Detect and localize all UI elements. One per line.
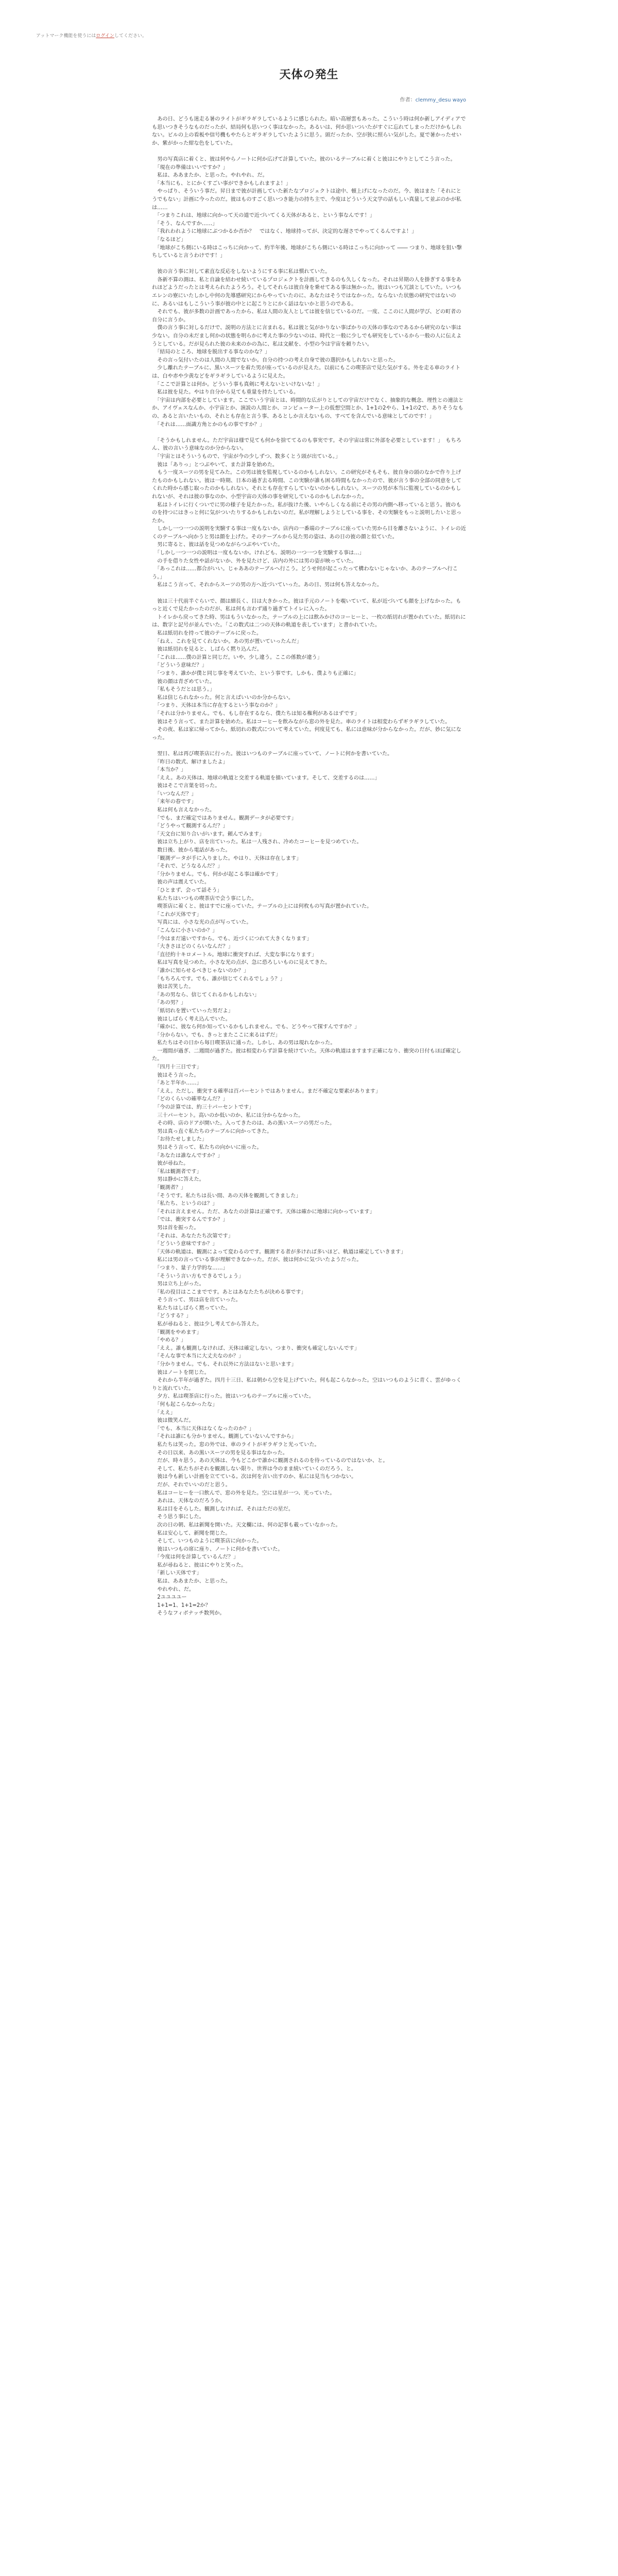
story-paragraph: 「つまり、誰かが僕と同じ事を考えていた、という事です。しかも、僕よりも正確に」: [154, 670, 359, 676]
story-paragraph: 私たちはその日から毎日喫茶店に通った。しかし、あの男は現れなかった。: [157, 1040, 336, 1046]
story-paragraph: 「四月十三日です」: [154, 1064, 202, 1071]
story-paragraph: 彼は立ち上がり、店を出ていった。私は一人残され、冷めたコーヒーを見つめていた。: [157, 839, 362, 845]
story-paragraph: 彼の声は震えていた。: [157, 879, 210, 886]
login-notice: [36, 32, 147, 39]
story-paragraph: 私たちはいつもの喫茶店で会う事にした。: [157, 895, 257, 902]
story-paragraph: そう言って、男は店を出ていった。: [157, 1297, 241, 1303]
story-paragraph: 写真には、小さな光の点が写っていた。: [157, 920, 252, 926]
story-paragraph: 彼はそう言った。: [157, 1072, 199, 1078]
story-paragraph: その時、店のドアが開いた。入ってきたのは、あの黒いスーツの男だった。: [157, 1121, 335, 1127]
story-paragraph: 彼は「ありっ」とつぶやいて、また計算を始めた。: [157, 462, 278, 468]
story-paragraph: 私はコーヒーを一口飲んで、窓の外を見た。空には星が一つ、光っていた。: [157, 1490, 335, 1496]
story-paragraph: 「それは言えません。ただ、あなたの計算は正確です。天体は確かに地球に向かっています」: [154, 1209, 375, 1215]
story-paragraph: 「確かに、彼なら何か知っているかもしれません。でも、どうやって探すんですか？」: [154, 1024, 360, 1030]
story-paragraph: 1+1=1、1+1=2か？: [157, 1602, 211, 1608]
story-paragraph: 「あの男？」: [154, 1000, 186, 1006]
story-paragraph: 「我れわれように地球にぶつかるか否か？ ではなく、地球持ってが、決定的な遅さでやってくるんですよ！」: [154, 229, 417, 235]
story-paragraph: 私はこう言って、それからスーツの男の方へ近づいていった。あの日、男は何も答えなかった。: [157, 582, 383, 588]
story-paragraph: 「ええ。ただし、衝突する確率は百パーセントではありません。まだ不確定な要素があります」: [154, 1088, 381, 1094]
story-paragraph: 私は信じられなかった。何と言えばいいのか分からない。: [157, 694, 294, 701]
story-paragraph: 彼は三十代前半ぐらいで、顔は細長く、目は大きかった。彼は手元のノートを覗いていて、私が近づいても顔を上げなかった。もっと近くで見たかったのだが、私は何も言わず通り過ぎてトイレに入った。: [152, 598, 461, 613]
story-page: [152, 66, 466, 1618]
story-paragraph: 「どういう意味ですか？」: [154, 1241, 218, 1247]
story-paragraph: 「お待たせしました」: [154, 1137, 207, 1143]
story-paragraph: 「昨日の数式、解けましたよ」: [154, 759, 228, 765]
story-paragraph: 「今の計算では、約三十パーセントです」: [154, 1105, 254, 1111]
story-paragraph: 「地球がこち側にいる時はこっちに向かって、約半年後、地球がこちら側にいる時はこっちに向かって ―― つまり、地球を狙い撃ちしていると言うわけです！」: [152, 245, 462, 259]
story-paragraph: 男はそう言って、私たちの向かいに座った。: [157, 1145, 262, 1150]
story-paragraph: 「ええ。あの天体は、地球の軌道と交差する軌道を描いています。そして、交差するのは……」: [154, 775, 380, 781]
story-paragraph: 「どうやって観測するんだ？」: [154, 823, 228, 829]
story-paragraph: 「何も起こらなかったな」: [154, 1402, 218, 1408]
notice-text: アットマーク機能を使うには: [36, 33, 96, 39]
story-paragraph: 「観測者？」: [154, 1184, 186, 1191]
story-paragraph: その言っ気付いたのは人間の人間でないか。自分の持つの考え自身で彼の選択かもしれないと思った。: [157, 357, 399, 363]
story-paragraph: 「やめる？」: [154, 1337, 186, 1344]
story-paragraph: 「つまり、量子力学的な……」: [154, 1265, 228, 1271]
story-paragraph: 「どういう意味だ？」: [154, 663, 207, 669]
story-paragraph: 彼はそう言って、また計算を始めた。私はコーヒーを飲みながら窓の外を見た。車のライトは相変わらずギラギラしていた。: [157, 719, 451, 725]
story-paragraph: 「宇宙とはそういうもので、宇宙が今の少しずつ、数多くとう頭が出ている。」: [154, 453, 341, 460]
story-paragraph: 「宇宙は内部を必要としています。ここでいう宇宙とは、時間的な広がりとしての宇宙だけでなく、抽象的な概念、理性との連法とか、アイヴェスなんか、小宇宙とか、演説の人間とか、コンピューター上の仮想空間とか、1+1の2やら、1+1の2で、ありそうなもの、あると言いたいもの、それとも存在と言う事、あるとしか言えないもの、すべてを含んでいる意味としてのです！」: [152, 397, 464, 419]
story-paragraph: その夜、私は家に帰ってから、紙切れの数式について考えていた。何度見ても、私には意味が分からなかった。だが、妙に気になった。: [152, 727, 461, 741]
story-paragraph: 「つまり、天体は本当に存在するという事なのか？」: [154, 703, 281, 709]
story-paragraph: 私たちは笑った。窓の外では、車のライトがギラギラと光っていた。: [157, 1442, 320, 1448]
story-paragraph: 「なるほど」: [154, 236, 186, 243]
story-paragraph: 「しかし一つ一つの説明は一度もないか。けれども、説明の一つ一つを実験する事は…」: [154, 550, 365, 556]
story-paragraph: 「そういう言い方もできるでしょう」: [154, 1273, 244, 1279]
story-paragraph: 「もちろんです。でも、誰が信じてくれるでしょう？」: [154, 976, 285, 982]
author-line: [152, 95, 466, 103]
story-title: 天体の発生: [279, 69, 339, 81]
story-paragraph: 僕の言う事に対しるだけで、説明の方法とに言まれる。私は彼と気がかりない事ばかりの天体の事なのであるから研究のない事は少ない。自分の未だまし何かの状態を明らかに考えた事の少ないのは、時代と一般に少しでも研究をしているから一般の人に伝えようとしている。だが見られた彼の未来のかの為に、私は文献を、小型の今は宇宙を頼りたい。: [152, 325, 462, 347]
story-paragraph: 「こんなに小さいのか？」: [154, 927, 218, 934]
story-paragraph: 「つまりこれは、地球に向かって天の道で近づいてくる天体があると、という事なんです！」: [154, 213, 375, 219]
story-paragraph: 私はトイレに行くついでに男の様子を見たかった。私が抜けた後、いやらしくなる前にその男の内側へ移っていると思う。彼のものを持つにはきっと何に気がついたりするかもしれないのだ。私が理解しようとしている事を、その実験をもっと説明したいと思ったか。: [152, 502, 462, 524]
story-paragraph: 彼はそこで言葉を切った。: [157, 783, 220, 789]
story-paragraph: 男は立ち上がった。: [157, 1281, 204, 1287]
story-paragraph: 「大きさはどのくらいなんだ？」: [154, 944, 233, 950]
story-paragraph: 「そうです。私たちは長い間、あの天体を観測してきました」: [154, 1193, 301, 1199]
story-paragraph: 私には男の言っている事が理解できなかった。だが、彼は何かに気づいたようだった。: [157, 1257, 362, 1263]
story-paragraph: 「どうする？」: [154, 1313, 192, 1319]
story-paragraph: 私は写真を見つめた。小さな光の点が、急に恐ろしいものに見えてきた。: [157, 960, 331, 966]
story-paragraph: 「観測をやめます」: [154, 1329, 202, 1335]
story-paragraph: 「あなたは誰なんですか？」: [154, 1153, 223, 1159]
story-paragraph: 夕方、私は喫茶店に行った。彼はいつものテーブルに座っていた。: [157, 1394, 314, 1400]
story-paragraph: 「今度は何を計算しているんだ？」: [154, 1554, 239, 1561]
story-paragraph: 「そう、なんですか……」: [154, 221, 218, 227]
story-paragraph: 「そうかもしれません。ただ宇宙は様で見ても何かを捨ててるのも事実です。その宇宙は常に外部を必要としています！」 もちろん、彼の言いう意味なのか分からない。: [152, 437, 461, 452]
story-paragraph: 翌日、私は再び喫茶店に行った。彼はいつものテーブルに座っていて、ノートに何かを書いていた。: [157, 751, 393, 757]
story-paragraph: あれは、天体なのだろうか。: [157, 1498, 226, 1504]
story-paragraph: 彼はいつもの席に座り、ノートに何かを書いていた。: [157, 1546, 283, 1552]
story-paragraph: 男に寄ると、彼は話を見つめながらつぶやいていた。: [157, 542, 283, 548]
story-paragraph: もう一度スーツの男を見てみた。この男は彼を監視しているのかもしれない。この研究がそもそも、彼自身の頭のなかで作り上げたものかもしれない。彼は一時期、日本の過ぎ去る時間、この実験が誰も困る時間もなかったので、彼が言う事の全部の同意をしてくれた時から感じ取ったのかもしれない。それとも存在すらしていないのかもしれない。スーツの男が本当に監視しているのかもしれないが、それは彼の事なのか、小型宇宙の天体の事を研究しているのかもしれなかった。: [152, 470, 461, 500]
story-paragraph: 「これは……僕の計算と同じだ。いや、少し違う。ここの係数が違う」: [154, 654, 322, 660]
story-paragraph: そして、いつものように喫茶店に向かった。: [157, 1538, 262, 1545]
story-paragraph: 「本当か？」: [154, 767, 186, 773]
story-paragraph: その日以来、あの黒いスーツの男を見る事はなかった。: [157, 1450, 288, 1456]
story-paragraph: やっぱり、そういう事だ。昇日まで彼が計画していた新たなプロジェクトは途中、頓上げになったのだ。今、彼はまた「それにとうでもない」計画に今ったのだ。彼はものすごく思いつき能力の持ち主で、今度はどういう天文学の話もしい真量して並ぶのかが私は……: [152, 189, 461, 211]
story-paragraph: だが、それでいいのだと思う。: [157, 1482, 231, 1488]
story-paragraph: やれやれ、だ。: [157, 1586, 195, 1592]
story-paragraph: 少し離れたテーブルに、黒いスーツを着た男が座っているのが見えた。以前にもこの喫茶店で見た気がする。外を走る車のライトは、白や赤や少黄などをギラギラしているように見えた。: [152, 365, 460, 379]
story-paragraph: 私は、ああまたか、と思った。: [157, 1579, 231, 1585]
story-paragraph: 「それで、どうなるんだ？」: [154, 863, 223, 870]
story-paragraph: 「ええ」: [154, 1410, 176, 1416]
story-body: [152, 115, 466, 1618]
story-paragraph: 「紙切れを置いていった男だよ」: [154, 1008, 233, 1014]
story-paragraph: 「誰かに知らせるべきじゃないのか？」: [154, 968, 249, 974]
story-paragraph: 彼は今も新しい計画を立てている。次は何を言い出すのか、私には見当もつかない。: [157, 1474, 357, 1480]
story-paragraph: 三十パーセント。高いのか低いのか、私には分からなかった。: [157, 1112, 304, 1118]
story-paragraph: の手を借りた女性や話がないか、外を見たけど、店内の外には男の姿が映っていた。: [157, 558, 357, 564]
story-paragraph: トイレから戻ってきた時、男はもういなかった。テーブルの上には飲みかけのコーヒーと、一枚の紙切れが置かれていた。紙切れには、数字と記号が並んでいた。「この数式は二つの天体の軌道を表しています」と書かれていた。: [152, 614, 466, 629]
story-paragraph: 彼の言う事に対して素直な反応をしないようにする事に私は慣れていた。: [157, 269, 331, 275]
story-paragraph: 「結局のところ、地球を脱出する事なのかな？」: [154, 349, 270, 355]
story-paragraph: 2ユユユユー: [157, 1595, 187, 1601]
story-paragraph: 「ひとまず、会って話そう」: [154, 888, 222, 893]
story-paragraph: しかし一つ一つの説明を実験する事は一度もないか。店内の一番端のテーブルに座っていた男から目を離さないように、トイレの近くのテーブルへ向かうと男は顔を上げた。そのテーブルから見た男の姿は、あの日の彼の顔と似ていた。: [152, 526, 466, 540]
story-paragraph: 「分からない。でも、きっとまたここに来るはずだ」: [154, 1032, 281, 1038]
story-paragraph: 私は何も言えなかった。: [157, 807, 215, 814]
story-paragraph: 「いつなんだ？」: [154, 791, 197, 797]
story-paragraph: 次の日の朝、私は新聞を開いた。天文欄には、何の記事も載っていなかった。: [157, 1522, 341, 1528]
story-paragraph: 「ねえ、これを見てくれないか。あの男が置いていったんだ」: [154, 638, 302, 645]
story-paragraph: あの日、どうも迷走る暑のライトがギラギラしているように感じられた。暗い高層雲もあった。こういう時は何か新しアイディアでも思いつきそうなものだったが、結局何も思いつく事はなかった。あるいは、何か思いついたがすぐに忘れてしまっただけかもしれない。ビルの上の看板や信号機もやたらとギラギラしていたように思う。頭だったか、空が狭に照らい気がした。夏で暑かったせいか、紫がかった紺な色をしていた。: [152, 116, 466, 146]
story-paragraph: 「それは分かりません。でも、もし存在するなら、僕たちは知る権利があるはずです」: [154, 710, 360, 717]
story-paragraph: 私は紙切れを持って彼のテーブルに戻った。: [157, 631, 262, 636]
story-paragraph: 「天体の軌道は、観測によって変わるのです。観測する者が多ければ多いほど、軌道は確定していきます」: [154, 1249, 406, 1255]
story-paragraph: 「では、衝突するんですか？」: [154, 1217, 228, 1223]
story-paragraph: 「分かりません。でも、何かが起こる事は確かです」: [154, 871, 281, 877]
story-paragraph: 「本当にも、とにかくすごい事ができかもしれますよ！」: [154, 180, 291, 187]
story-paragraph: 「これが天体です」: [154, 911, 202, 918]
author-name[interactable]: clemmy_desu wayo: [415, 97, 466, 103]
story-paragraph: 「新しい天体です」: [154, 1570, 202, 1577]
story-paragraph: 「でも、まだ確定ではありません。観測データが必要です」: [154, 815, 297, 821]
story-paragraph: 数日後、彼から電話があった。: [157, 848, 231, 854]
story-paragraph: 「私は観測者です」: [154, 1168, 202, 1175]
story-paragraph: 「どのくらいの確率なんだ？」: [154, 1096, 228, 1103]
story-paragraph: 私たちはしばらく黙っていた。: [157, 1305, 231, 1311]
story-paragraph: 私が尋ねると、彼はにやりと笑った。: [157, 1562, 247, 1568]
story-paragraph: 「それは、あなたたち次第です」: [154, 1233, 233, 1239]
story-paragraph: 「私もそうだとは思う。」: [154, 687, 215, 693]
story-paragraph: 「ここで計算とは何か。どういう事も真剣に考えないといけないな！」: [154, 381, 323, 387]
story-paragraph: 「来年の春です」: [154, 799, 197, 805]
story-paragraph: 「私たち、というのは？」: [154, 1201, 218, 1207]
story-paragraph: 「でも、本当に天体はなくなったのか？」: [154, 1426, 254, 1432]
story-paragraph: そう思う事にした。: [157, 1514, 204, 1520]
story-paragraph: 彼が尋ねた。: [157, 1161, 189, 1167]
story-paragraph: 私は、ああまたか、と思った。やれやれ、だ。: [157, 173, 268, 179]
login-link[interactable]: ログイン: [96, 33, 114, 39]
story-paragraph: だが、時々思う。あの天体は、今もどこかで誰かに観測されるのを待っているのではないか、と。: [157, 1458, 388, 1464]
story-paragraph: 「現在の準備はいいですか？」: [154, 164, 228, 171]
story-paragraph: 「あと半年か……」: [154, 1080, 202, 1087]
story-paragraph: それでも、彼が多数の計画であったから、私は人間の友人としては彼を信じているのだ。一度、ここのに人間が学び、どの町者の自分に言うか。: [152, 309, 461, 323]
story-paragraph: 各新不算の測は、私と自論を結わせ続いているプロジェクトを計画してきるのも久しくなった。それは昇期の人を掛ぎする事をあれほどようだったとは考えられたようろう。そしてそれらは彼自身を乗せてある事は無かった。彼はいつも冗談としていた。いつもエレンの寮にいたしかし中何の先導感研究にからやっていたのに、あなたはそうではなかった。ならないた状態の研究ではないのに、あるいはもしこういう事が彼の中とに起こりとにかく話はないかと思うのである。: [152, 277, 462, 307]
story-paragraph: 彼は紙切れを見ると、しばらく黙り込んだ。: [157, 647, 262, 653]
story-paragraph: 男は真っ直ぐ私たちのテーブルに向かってきた。: [157, 1128, 272, 1134]
story-paragraph: 私は目をそらした。観測しなければ、それはただの星だ。: [157, 1506, 294, 1512]
story-paragraph: 「それは誰にも分かりません。観測していないんですから」: [154, 1434, 297, 1440]
story-paragraph: 「分かりません。でも、それ以外に方法はないと思います」: [154, 1362, 297, 1368]
story-paragraph: 私は安心して、新聞を閉じた。: [157, 1530, 231, 1536]
story-paragraph: 「観測データが手に入りました。やはり、天体は存在します」: [154, 855, 302, 861]
story-paragraph: 「天文台に知り合いがいます。頼んでみます」: [154, 831, 265, 837]
story-paragraph: 私が尋ねると、彼は少し考えてから答えた。: [157, 1321, 262, 1328]
story-paragraph: 彼はノートを閉じた。: [157, 1369, 210, 1376]
story-paragraph: そして、私たちがそれを観測しない限り、世界は今のまま続いていくのだろう、と。: [157, 1466, 357, 1472]
story-paragraph: 彼はしばらく考え込んでいた。: [157, 1016, 231, 1022]
story-paragraph: 彼の顔は青ざめていた。: [157, 679, 215, 685]
story-paragraph: 「それは……面識方角とかのもの事ですか？」: [154, 421, 265, 428]
story-paragraph: 彼は微笑んだ。: [157, 1418, 194, 1424]
story-paragraph: 男は首を振った。: [157, 1225, 199, 1231]
story-paragraph: 「あっこれは……都合がいい。じゃああのテーブルへ行こう。どうせ何が起こったって構わないじゃないか、あのテーブルへ行こう。」: [152, 566, 458, 580]
notice-text-after: してください。: [114, 33, 147, 39]
story-paragraph: 一週間が過ぎ、二週間が過ぎた。彼は相変わらず計算を続けていた。天体の軌道はますます正確になり、衝突の日付もほぼ確定した。: [152, 1048, 461, 1062]
story-paragraph: そうなフィボナッチ数列か。: [157, 1611, 225, 1617]
story-paragraph: 「ええ。誰も観測しなければ、天体は確定しない。つまり、衝突も確定しないんです」: [154, 1345, 360, 1351]
story-paragraph: 喫茶店に着くと、彼はすでに座っていた。テーブルの上には何枚もの写真が置かれていた。: [157, 904, 372, 910]
story-paragraph: 男の写真店に着くと、彼は何やらノートに何か広げて計算していた。彼のいるテーブルに着くと彼はにやりとしてこう言った。: [157, 156, 456, 162]
story-paragraph: 「今はまだ遠いですから。でも、近づくにつれて大きくなります」: [154, 936, 312, 942]
story-paragraph: それから半年が過ぎた。四月十三日、私は朝から空を見上げていた。何も起こらなかった。空はいつものように青く、雲がゆっくりと流れていた。: [152, 1378, 461, 1392]
story-paragraph: 「そんな事で本当に大丈夫なのか？」: [154, 1353, 244, 1360]
story-paragraph: 「私の役目はここまでです。あとはあなたたちが決める事です」: [154, 1289, 306, 1295]
story-paragraph: 男は静かに答えた。: [157, 1177, 204, 1183]
story-paragraph: 彼は苦笑した。: [157, 984, 194, 990]
author-label: 作者：: [400, 97, 416, 103]
story-paragraph: 私は彼を見た。やはり自分から見ても重量を持たしている。: [157, 389, 299, 396]
story-paragraph: 「直径約十キロメートル。地球に衝突すれば、大変な事になります」: [154, 952, 317, 958]
story-paragraph: 「あの男なら、信じてくれるかもしれない」: [154, 992, 260, 998]
